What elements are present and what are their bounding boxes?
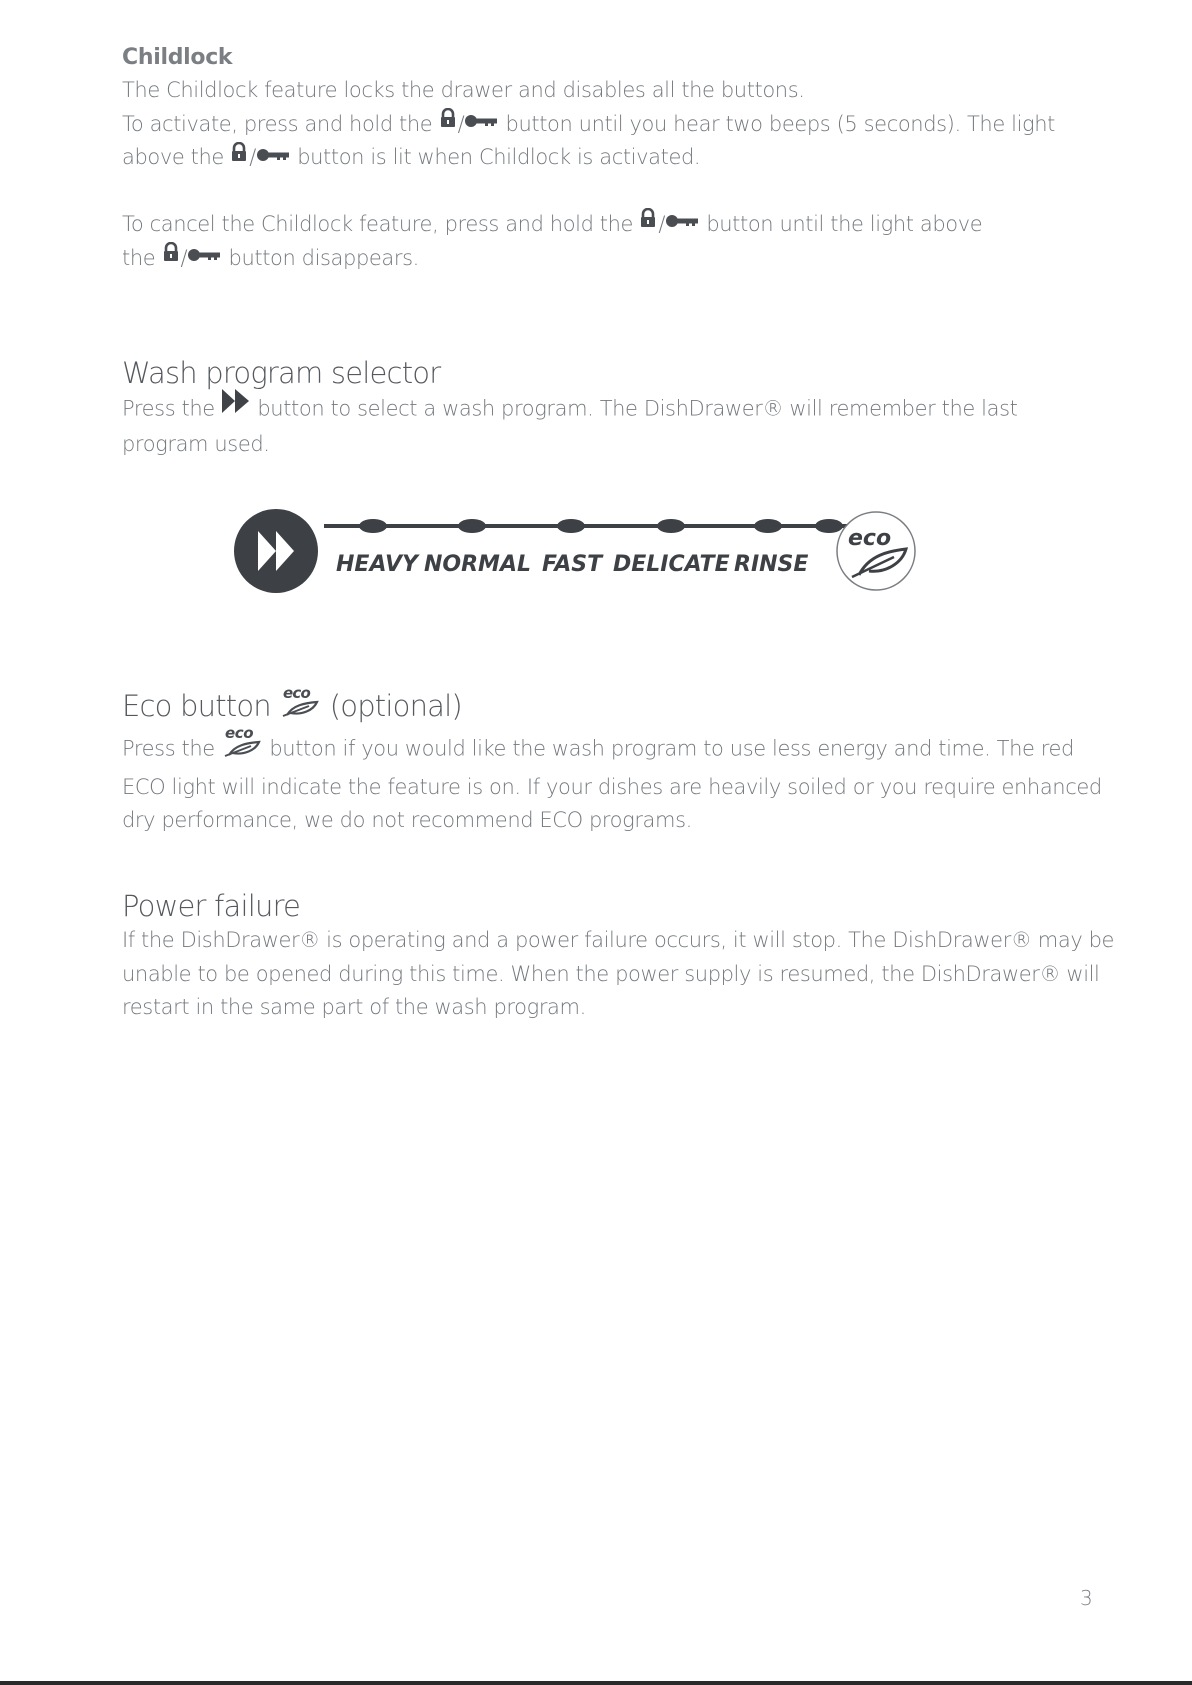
- program-label-delicate: DELICATE: [613, 552, 730, 577]
- eco-line-1: [122, 725, 1102, 771]
- childlock-line-5-b: button disappears.: [228, 245, 419, 270]
- separator: /: [249, 145, 256, 170]
- eco-title-b: (optional): [329, 689, 462, 723]
- eco-title-a: Eco button: [122, 689, 271, 723]
- childlock-line-4: [122, 208, 1055, 242]
- power-line-3: restart in the same part of the wash program.: [122, 995, 586, 1019]
- childlock-line-4-a: To cancel the Childlock feature, press and hold the: [122, 212, 634, 236]
- childlock-line-2: [122, 108, 1055, 142]
- indicator-light-heavy: [359, 519, 387, 533]
- childlock-line-3-b: button is lit when Childlock is activated.: [297, 145, 701, 170]
- lock-icon: [230, 139, 248, 173]
- page-number: 3: [1080, 1586, 1093, 1610]
- power-section: [122, 888, 1114, 1025]
- eco-leaf-icon: [221, 725, 263, 768]
- eco-title: [122, 685, 1102, 728]
- eco-icon-label: eco: [283, 685, 311, 702]
- separator: /: [658, 212, 666, 236]
- key-icon: [666, 205, 700, 239]
- childlock-line-4-b: button until the light above: [706, 212, 983, 236]
- power-line-2: unable to be opened during this time. When the power supply is resumed, the DishDrawer® will: [122, 961, 1100, 986]
- key-icon: [188, 239, 222, 273]
- childlock-line-2-a: To activate, press and hold the: [122, 111, 433, 136]
- power-title: Power failure: [122, 889, 301, 923]
- childlock-title: Childlock: [122, 45, 233, 70]
- eco-button-label: eco: [848, 526, 892, 551]
- indicator-light-fast: [557, 519, 585, 533]
- lock-icon: [162, 239, 180, 273]
- childlock-line-2-b: button until you hear two beeps (5 seconds). The light: [505, 111, 1055, 136]
- indicator-light-delicate: [657, 519, 685, 533]
- eco-icon-label: eco: [225, 725, 254, 742]
- lock-icon: [439, 105, 457, 139]
- eco-line-1-b: button if you would like the wash program to use less energy and time. The red: [269, 736, 1074, 761]
- wash-program-panel: [234, 505, 934, 595]
- separator: /: [457, 111, 465, 136]
- program-label-fast: FAST: [542, 552, 603, 577]
- page-bottom-border: [0, 1681, 1192, 1685]
- power-line-1: If the DishDrawer® is operating and a power failure occurs, it will stop. The DishDrawer® may be: [122, 928, 1115, 952]
- program-label-normal: NORMAL: [424, 552, 531, 577]
- eco-button[interactable]: [837, 512, 915, 590]
- eco-leaf-icon: [279, 685, 321, 725]
- indicator-light-normal: [458, 519, 486, 533]
- wash-line-1-b: button to select a wash program. The DishDrawer® will remember the last: [257, 396, 1018, 421]
- childlock-line-5-a: the: [122, 245, 156, 270]
- program-label-heavy: HEAVY: [336, 552, 418, 577]
- key-icon: [257, 139, 291, 173]
- childlock-line-5: [122, 242, 1055, 276]
- wash-line-2: program used.: [122, 431, 270, 456]
- childlock-line-3: [122, 141, 1055, 175]
- childlock-line-3-a: above the: [122, 145, 224, 170]
- eco-section: [122, 685, 1102, 838]
- indicator-light-eco: [815, 519, 843, 533]
- program-label-rinse: RINSE: [734, 552, 809, 577]
- wash-title: Wash program selector: [122, 356, 441, 390]
- eco-line-3: dry performance, we do not recommend ECO programs.: [122, 808, 692, 832]
- wash-section: [122, 355, 1017, 461]
- wash-program-panel-graphic: [234, 505, 934, 595]
- wash-line-1-a: Press the: [122, 396, 215, 421]
- childlock-section: [122, 42, 1055, 276]
- lock-icon: [639, 205, 657, 239]
- program-select-button[interactable]: [234, 509, 318, 593]
- wash-line-1: [122, 391, 1017, 428]
- indicator-light-rinse: [754, 519, 782, 533]
- eco-line-2: ECO light will indicate the feature is on. If your dishes are heavily soiled or you require enhanced: [122, 774, 1102, 799]
- eco-line-1-a: Press the: [122, 736, 215, 761]
- separator: /: [180, 245, 188, 270]
- childlock-line-1: The Childlock feature locks the drawer and disables all the buttons.: [122, 78, 805, 102]
- key-icon: [465, 105, 499, 139]
- fast-forward-icon: [221, 388, 251, 425]
